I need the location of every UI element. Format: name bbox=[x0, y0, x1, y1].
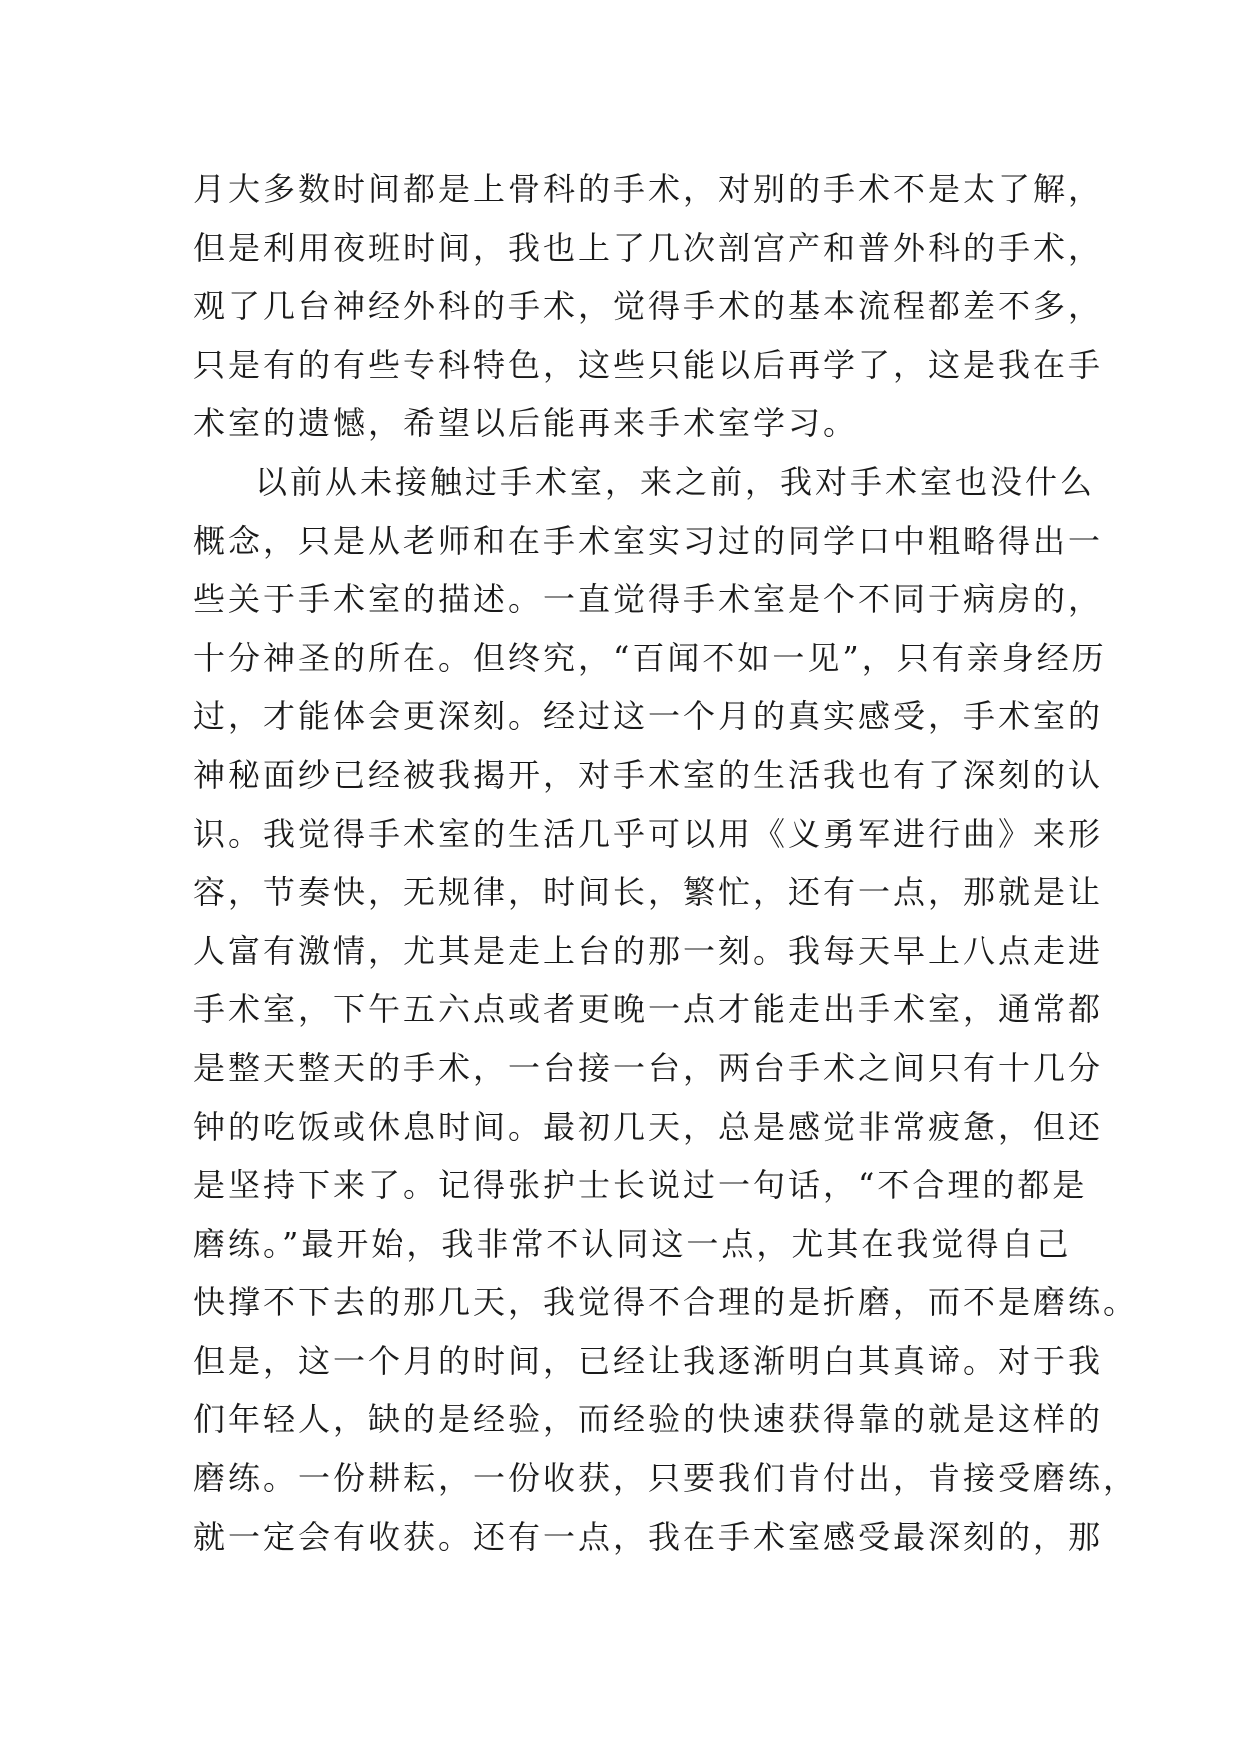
text-line-paragraph-start: 以前从未接触过手术室，来之前，我对手术室也没什么 bbox=[255, 462, 1096, 501]
text-line: 们年轻人，缺的是经验，而经验的快速获得靠的就是这样的 bbox=[193, 1400, 1104, 1439]
text-line: 容，节奏快，无规律，时间长，繁忙，还有一点，那就是让 bbox=[193, 873, 1104, 912]
text-line: 神秘面纱已经被我揭开，对手术室的生活我也有了深刻的认 bbox=[193, 755, 1104, 794]
text-line: 是整天整天的手术，一台接一台，两台手术之间只有十几分 bbox=[193, 1048, 1104, 1087]
text-line: 些关于手术室的描述。一直觉得手术室是个不同于病房的， bbox=[193, 580, 1104, 619]
text-line: 磨练。”最开始，我非常不认同这一点，尤其在我觉得自己 bbox=[193, 1224, 1072, 1263]
text-line: 识。我觉得手术室的生活几乎可以用《义勇军进行曲》来形 bbox=[193, 814, 1104, 853]
text-line: 月大多数时间都是上骨科的手术，对别的手术不是太了解， bbox=[193, 170, 1104, 208]
text-line: 快撑不下去的那几天，我觉得不合理的是折磨，而不是磨练。 bbox=[193, 1283, 1139, 1322]
text-line: 钟的吃饭或休息时间。最初几天，总是感觉非常疲惫，但还 bbox=[193, 1107, 1104, 1146]
text-line: 观了几台神经外科的手术，觉得手术的基本流程都差不多， bbox=[193, 287, 1104, 326]
text-line: 过，才能体会更深刻。经过这一个月的真实感受，手术室的 bbox=[193, 697, 1104, 736]
body-text bbox=[193, 160, 1139, 1566]
text-line: 手术室，下午五六点或者更晚一点才能走出手术室，通常都 bbox=[193, 990, 1104, 1029]
text-line: 是坚持下来了。记得张护士长说过一句话，“不合理的都是 bbox=[193, 1166, 1088, 1205]
text-line: 术室的遗憾，希望以后能再来手术室学习。 bbox=[193, 404, 859, 443]
text-line: 但是利用夜班时间，我也上了几次剖宫产和普外科的手术， bbox=[193, 228, 1104, 267]
text-line: 概念，只是从老师和在手术室实习过的同学口中粗略得出一 bbox=[193, 521, 1104, 560]
text-line: 就一定会有收获。还有一点，我在手术室感受最深刻的，那 bbox=[193, 1517, 1104, 1556]
text-line: 只是有的有些专科特色，这些只能以后再学了，这是我在手 bbox=[193, 345, 1104, 384]
text-line: 十分神圣的所在。但终究，“百闻不如一见”，只有亲身经历 bbox=[193, 638, 1107, 677]
text-line: 磨练。一份耕耘，一份收获，只要我们肯付出，肯接受磨练， bbox=[193, 1459, 1139, 1498]
text-line: 但是，这一个月的时间，已经让我逐渐明白其真谛。对于我 bbox=[193, 1341, 1104, 1380]
text-line: 人富有激情，尤其是走上台的那一刻。我每天早上八点走进 bbox=[193, 931, 1104, 970]
